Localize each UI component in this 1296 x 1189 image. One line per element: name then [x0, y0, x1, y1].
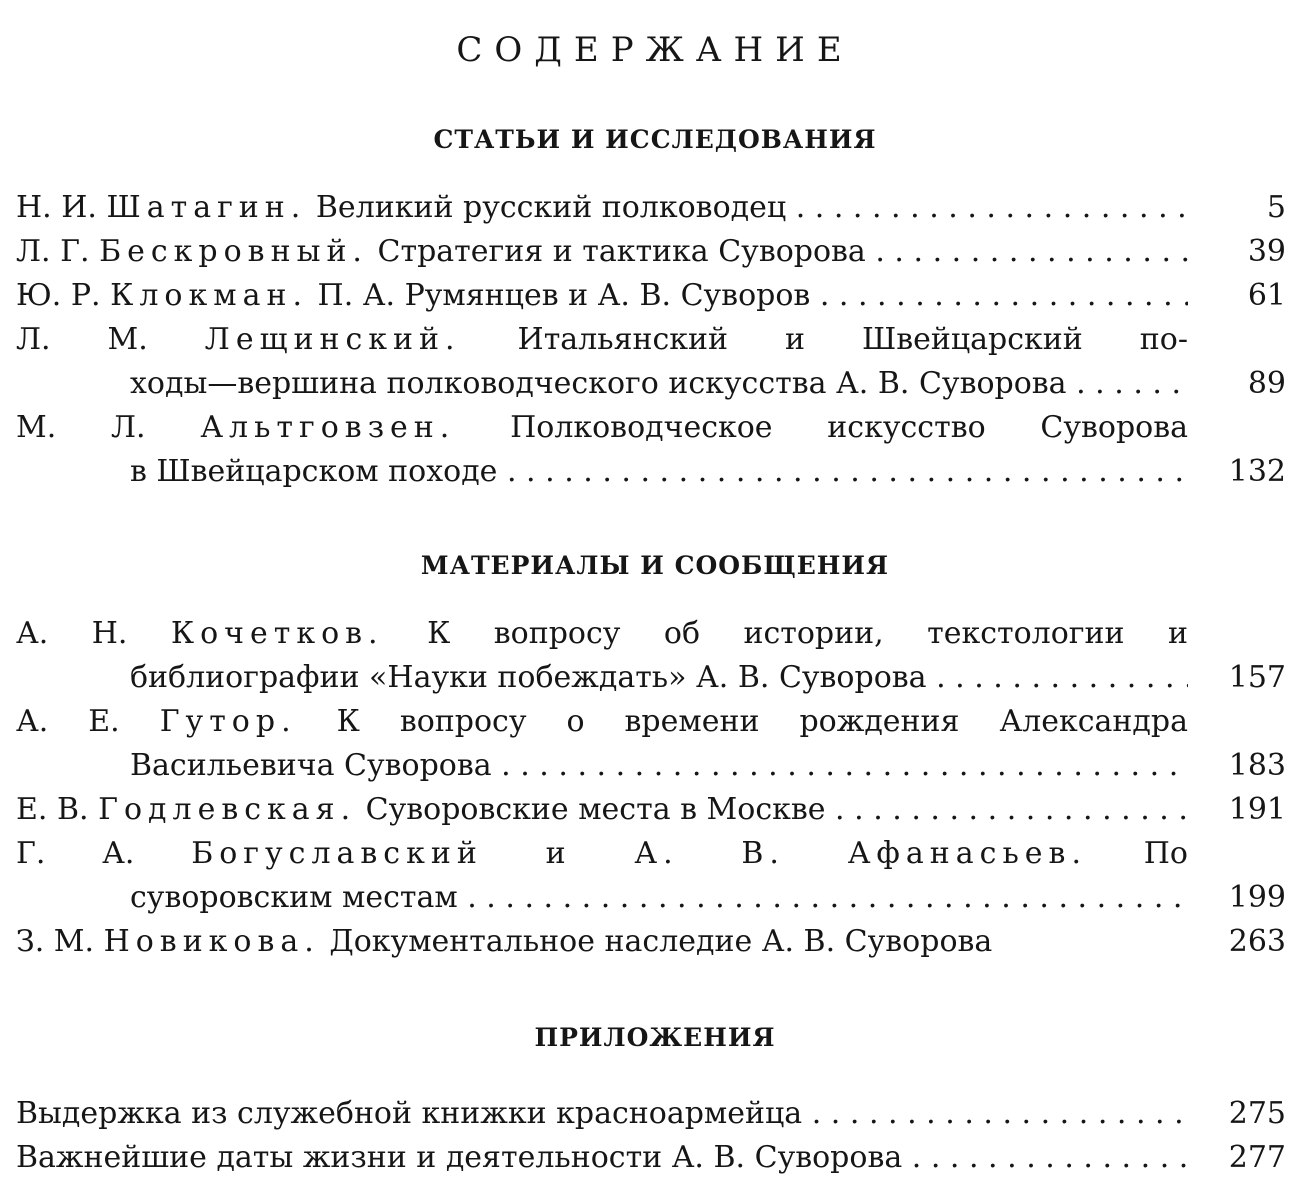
- entry-text: А. Н. Кочетков. К вопросу об истории, текстологии и: [16, 616, 1188, 651]
- entry-title: Выдержка из служебной книжки красноармейца: [16, 1096, 803, 1131]
- entry-text: М. Л. Альтговзен. Полководческое искусство Суворова: [16, 410, 1188, 445]
- entry-page-number: 61: [1247, 278, 1286, 313]
- entry-page-number: 157: [1228, 660, 1286, 695]
- entry-author: Клокман.: [110, 278, 308, 313]
- entry-title: Полководческое искусство Суворова: [510, 410, 1188, 445]
- toc-entry-gutor[interactable]: [16, 700, 1286, 788]
- toc-entry-shatagin[interactable]: [16, 186, 1286, 230]
- entry-text: Е. В. Годлевская. Суворовские места в Москве . . .: [16, 788, 1188, 832]
- entry-text: Г. А. Богуславский и А. В. Афанасьев. По: [16, 836, 1188, 871]
- entry-title-continuation: в Швейцарском походе . . .: [130, 450, 1188, 494]
- entry-title-continuation: библиографии «Науки побеждать» А. В. Суворова . . .: [130, 656, 1188, 700]
- toc-entry-leshchinsky[interactable]: [16, 318, 1286, 406]
- entry-title: Документальное наследие А. В. Суворова: [329, 924, 993, 959]
- toc-entry-beskrovny[interactable]: [16, 230, 1286, 274]
- entry-author: Годлевская.: [98, 792, 357, 827]
- entry-text: Н. И. Шатагин. Великий русский полководец . . .: [16, 186, 1188, 230]
- section-heading-articles: СТАТЬИ И ИССЛЕДОВАНИЯ: [433, 125, 877, 154]
- entry-page-number: 132: [1228, 454, 1286, 489]
- section-heading-materials: МАТЕРИАЛЫ И СООБЩЕНИЯ: [420, 551, 890, 580]
- entry-title: П. А. Румянцев и А. В. Суворов: [317, 278, 811, 313]
- entry-author: Шатагин.: [106, 190, 307, 225]
- entry-author: Гутор.: [159, 704, 297, 739]
- entry-page-number: 89: [1247, 366, 1286, 401]
- toc-entry-novikova[interactable]: [16, 920, 1286, 964]
- entry-title: Итальянский и Швейцарский по-: [517, 322, 1188, 357]
- toc-entry-altgovzen[interactable]: [16, 406, 1286, 494]
- entry-title: По: [1143, 836, 1188, 871]
- entry-title: Великий русский полководец: [315, 190, 787, 225]
- entry-text: Л. М. Лещинский. Итальянский и Швейцарский по-: [16, 322, 1188, 357]
- entry-page-number: 263: [1228, 924, 1286, 959]
- page-title: СОДЕРЖАНИЕ: [456, 30, 854, 70]
- entry-author: Лещинский.: [204, 322, 461, 357]
- entry-author: Альтговзен.: [200, 410, 456, 445]
- entry-author: Новикова.: [103, 924, 320, 959]
- entry-text: Ю. Р. Клокман. П. А. Румянцев и А. В. Суворов . . .: [16, 274, 1188, 318]
- toc-entry-klokman[interactable]: [16, 274, 1286, 318]
- entry-page-number: 199: [1228, 880, 1286, 915]
- entry-title: Суворовские места в Москве: [365, 792, 826, 827]
- entry-text: З. М. Новикова. Документальное наследие А. В. Суворова: [16, 924, 993, 959]
- entry-page-number: 191: [1228, 792, 1286, 827]
- entry-author: Богуславский и А. В. Афанасьев.: [191, 836, 1087, 871]
- entry-author: Бескровный.: [99, 234, 368, 269]
- entry-page-number: 5: [1266, 190, 1286, 225]
- entry-title: К вопросу о времени рождения Александра: [336, 704, 1188, 739]
- entry-text: Л. Г. Бескровный. Стратегия и тактика Суворова . . .: [16, 230, 1188, 274]
- entry-page-number: 183: [1228, 748, 1286, 783]
- entry-title-continuation: ходы—вершина полководческого искусства А. В. Суворова . . .: [130, 362, 1188, 406]
- toc-entry-kochetkov[interactable]: [16, 612, 1286, 700]
- entry-title-continuation: Васильевича Суворова . . .: [130, 744, 1188, 788]
- entry-title: Стратегия и тактика Суворова: [377, 234, 866, 269]
- section-heading-appendices: ПРИЛОЖЕНИЯ: [534, 1023, 776, 1052]
- toc-entry-appendix-service-book[interactable]: [16, 1092, 1286, 1136]
- entry-text: [16, 1136, 1188, 1180]
- entry-title: К вопросу об истории, текстологии и: [427, 616, 1188, 651]
- entry-author: Кочетков.: [170, 616, 384, 651]
- toc-entry-appendix-key-dates[interactable]: [16, 1136, 1286, 1180]
- entry-text: [16, 1092, 1188, 1136]
- entry-page-number: 39: [1247, 234, 1286, 269]
- entry-title-continuation: суворовским местам . . .: [130, 876, 1188, 920]
- entry-text: А. Е. Гутор. К вопросу о времени рождения Александра: [16, 704, 1188, 739]
- entry-page-number: 277: [1228, 1140, 1286, 1175]
- entry-page-number: 275: [1228, 1096, 1286, 1131]
- entry-title: Важнейшие даты жизни и деятельности А. В. Суворова: [16, 1140, 903, 1175]
- toc-entry-godlevskaya[interactable]: [16, 788, 1286, 832]
- toc-entry-boguslavsky[interactable]: [16, 832, 1286, 920]
